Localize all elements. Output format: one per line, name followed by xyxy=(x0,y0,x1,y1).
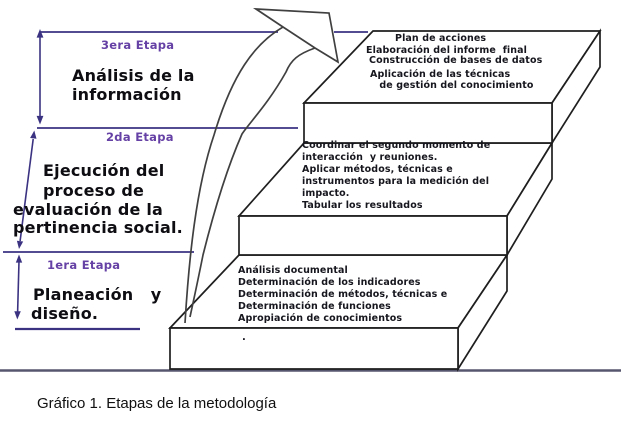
step1-task-line: Apropiación de conocimientos xyxy=(238,313,403,324)
stage3-title-line1: Análisis de la xyxy=(72,66,195,85)
step3-task-line: Construcción de bases de datos xyxy=(369,55,543,66)
stage3-span-arrow-icon xyxy=(37,29,44,125)
step2-task-line: instrumentos para la medición del xyxy=(302,176,490,187)
figure-caption: Gráfico 1. Etapas de la metodología xyxy=(37,395,277,412)
stage2-label: 2da Etapa xyxy=(106,130,174,144)
stage2-title-line1: Ejecución del xyxy=(43,161,165,180)
step3-task-line: Plan de acciones xyxy=(395,33,487,44)
stage2-title-line4: pertinencia social. xyxy=(13,218,183,237)
step2-task-line: Aplicar métodos, técnicas e xyxy=(302,164,453,175)
step2-task-line: interacción y reuniones. xyxy=(302,152,438,163)
step1-front-mark: . xyxy=(242,332,246,343)
step1-task-line: Determinación de los indicadores xyxy=(238,277,421,288)
step-3-front-face xyxy=(304,103,552,143)
curved-arrow-head xyxy=(256,9,338,62)
stage1-title-line2: diseño. xyxy=(31,304,99,323)
step2-task-line: impacto. xyxy=(302,188,350,199)
step2-task-line: Tabular los resultados xyxy=(302,200,423,211)
step1-task-line: Determinación de métodos, técnicas e xyxy=(238,289,448,300)
stage1-title-line1: Planeación y xyxy=(33,285,162,304)
step3-task-line: Elaboración del informe final xyxy=(366,45,528,56)
stage1-span-arrow-icon xyxy=(14,255,22,320)
stage2-title-line2: proceso de xyxy=(43,181,145,200)
stage1-label: 1era Etapa xyxy=(47,258,121,272)
step-1-front-face xyxy=(170,328,458,369)
step1-task-line: Análisis documental xyxy=(238,265,348,276)
step-2-front-face xyxy=(239,216,507,255)
step3-task-line: Aplicación de las técnicas xyxy=(370,69,511,80)
step2-task-line: Coordinar el segundo momento de xyxy=(302,140,491,151)
stage3-title-line2: información xyxy=(72,85,182,104)
step3-task-line: de gestión del conocimiento xyxy=(376,80,534,91)
stage2-title-line3: evaluación de la xyxy=(13,200,164,219)
stage3-label: 3era Etapa xyxy=(101,38,175,52)
step1-task-line: Determinación de funciones xyxy=(238,301,391,312)
stage-span-arrows xyxy=(14,29,43,320)
